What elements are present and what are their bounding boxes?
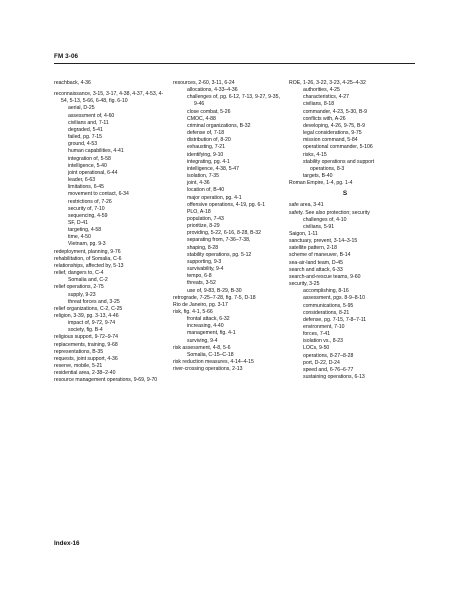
index-subentry: operations, 8-27–8-28 [303, 352, 354, 359]
index-subentry: Vietnam, pg. 9-3 [68, 241, 106, 248]
index-subentry: separating from, 7-36–7-38, [187, 237, 251, 244]
index-subentry: legal considerations, 9-75 [303, 130, 362, 137]
index-subentry: location of, B-40 [187, 187, 225, 194]
index-entry: risk assessment, 4-8, 5-6 [173, 344, 231, 351]
index-entry: relief organizations, C-2, C-25 [54, 305, 123, 312]
index-subentry: ground, 4-53 [68, 141, 98, 148]
index-entry: reserve, mobile, 5-21 [54, 363, 103, 370]
index-subentry: shaping, 8-28 [187, 244, 219, 251]
index-entry: Rio de Janeiro, pg. 3-17 [173, 301, 228, 308]
index-subentry: targeting, 4-58 [68, 227, 102, 234]
index-entry: representations, B-35 [54, 348, 104, 355]
index-entry: risk reduction measures, 4-14–4-15 [173, 359, 254, 366]
index-subentry: sustaining operations, 6-13 [303, 374, 365, 381]
index-subentry: aerial, D-25 [68, 105, 95, 112]
index-subentry: stability operations and support operations, 8-3 [303, 158, 375, 172]
index-subentry: impact of, 9-72, 9-74 [68, 320, 116, 327]
index-subentry: targets, B-40 [303, 173, 333, 180]
index-subentry: failed, pg. 7-15 [68, 134, 103, 141]
index-subentry: increasing, 4-40 [187, 323, 224, 330]
index-subentry: CMOC, 4-88 [187, 115, 216, 122]
index-subentry: characteristics, 4-27 [303, 94, 349, 101]
index-subentry: assessment, pgs. 8-9–8-10 [303, 295, 366, 302]
index-subentry: major operation, pg. 4-1 [187, 194, 242, 201]
index-subentry: joint, 4-36 [187, 180, 210, 187]
index-subentry: operational commander, 5-106 [303, 144, 373, 151]
index-subentry: distribution of, 8-20 [187, 137, 231, 144]
index-subentry: environment, 7-10 [303, 324, 345, 330]
index-subentry: commander, 4-23, 5-30, B-9 [303, 108, 368, 115]
index-subentry: use of, 9-83, B-29, B-30 [187, 287, 242, 294]
index-subentry: tempo, 6-8 [187, 273, 212, 280]
index-subentry: degraded, 5-41 [68, 126, 103, 133]
index-subentry: survivability, 9-4 [187, 266, 224, 273]
index-entry: resource management operations, 9-69, 9-70 [54, 377, 158, 384]
index-entry: safety. See also protection; security [289, 209, 370, 216]
index-subentry: defense of, 7-18 [187, 130, 225, 137]
index-subentry: mission command, 5-84 [303, 137, 358, 144]
index-subentry: allocations, 4-33–4-36 [187, 87, 238, 94]
index-subentry: leader, 6-63 [68, 177, 96, 184]
index-subentry: threats, 3-52 [187, 280, 216, 287]
index-column-2 [173, 80, 285, 373]
index-subentry: port, D-22, D-24 [303, 359, 340, 366]
index-subentry: integration of, 5-58 [68, 155, 111, 162]
index-entry: security, 3-25 [289, 281, 320, 288]
index-subentry: isolation, 7-35 [187, 173, 220, 180]
index-subentry: forces, 7-41 [303, 331, 331, 338]
index-subentry: sequencing, 4-59 [68, 212, 108, 219]
index-entry: ROE, 1-26, 3-22, 3-23, 4-25–4-32 [289, 80, 366, 86]
index-entry: safe area, 3-41 [289, 202, 324, 209]
index-entry: scheme of maneuver, B-14 [289, 252, 351, 259]
index-subentry: security of, 7-10 [68, 205, 105, 212]
index-subentry: frontal attack, 6-32 [187, 316, 230, 323]
index-subentry: supply, 9-23 [68, 291, 96, 298]
index-subentry: civilians, 5-91 [303, 223, 335, 230]
section-letter: S [342, 190, 348, 198]
index-subentry: challenges of, 4-10 [303, 216, 347, 223]
index-subentry: time, 4-50 [68, 234, 91, 241]
index-subentry: SF, D-41 [68, 219, 88, 226]
index-subentry: prioritize, 8-29 [187, 223, 220, 230]
index-entry: reconnaissance, 3-15, 3-17, 4-38, 4-37, 4-53, 4-54, 5-13, 5-66, 6-48, fig. 6-10 [54, 91, 164, 105]
index-subentry: considerations, 8-21 [303, 309, 350, 316]
index-entry: Saigon, 1-11 [289, 230, 318, 237]
index-entry: redeployment, planning, 9-76 [54, 248, 121, 255]
index-subentry: defense, pg. 7-15, 7-8–7-11 [303, 316, 367, 323]
index-entry: rehabilitation, of Somalia, C-6 [54, 255, 122, 262]
index-entry: satellite pattern, 2-18 [289, 245, 338, 252]
index-entry: relief operations, 2-75 [54, 284, 104, 291]
index-subentry: surviving, 9-4 [187, 337, 218, 344]
index-entry: sanctuary, prevent, 3-14–3-15 [289, 238, 358, 245]
index-column-3 [289, 80, 401, 381]
index-subentry: identifying, 9-10 [187, 151, 224, 158]
index-subentry: civilians and, 7-11 [68, 119, 109, 126]
index-entry: relief, dangers to, C-4 [54, 270, 104, 277]
index-subentry: PLO, A-18 [187, 208, 211, 215]
index-subentry: isolation vs., 8-23 [303, 338, 344, 345]
index-entry: reachback, 4-36 [54, 80, 91, 86]
index-subentry: challenges of, pg. 6-12, 7-13, 9-27, 9-35, 9-46 [187, 94, 280, 108]
index-entry: resources, 2-60, 3-11, 6-24 [173, 80, 235, 86]
index-subentry: speed and, 6-76–6-77 [303, 366, 354, 373]
index-subentry: threat forces and, 3-25 [68, 298, 120, 305]
index-entry: search and attack, 6-33 [289, 266, 343, 273]
index-subentry: providing, 5-22, 6-16, 8-28, B-32 [187, 230, 262, 237]
index-entry: replacements, training, 9-68 [54, 341, 118, 348]
index-subentry: intelligence, 4-38, 5-47 [187, 165, 240, 172]
index-subentry: civilians, 8-18 [303, 101, 335, 108]
index-subentry: joint operational, 6-44 [68, 169, 118, 176]
index-subentry: supporting, 9-3 [187, 258, 222, 265]
index-subentry: communications, 5-95 [303, 302, 354, 309]
index-subentry: Somalia, C-15–C-18 [187, 351, 234, 358]
index-subentry: movement to contact, 6-34 [68, 191, 129, 198]
index-subentry: LOCs, 9-50 [303, 345, 330, 352]
page-number: Index-16 [54, 540, 80, 547]
index-subentry: integrating, pg. 4-1 [187, 158, 230, 165]
index-entry: relationships, affected by, 5-13 [54, 262, 124, 269]
index-entry: Roman Empire, 1-4, pg. 1-4 [289, 180, 353, 187]
index-entry: requests, joint support, 4-36 [54, 355, 118, 362]
index-entry: retrograde, 7-25–7-28, fig. 7-5, D-18 [173, 294, 256, 301]
index-subentry: society, fig. B-4 [68, 327, 103, 334]
index-subentry: offensive operations, 4-19, pg. 6-1 [187, 201, 265, 208]
index-entry: religious support, 9-72–9-74 [54, 334, 119, 341]
index-entry: search-and-rescue teams, 9-60 [289, 273, 361, 280]
index-subentry: population, 7-43 [187, 215, 224, 222]
index-subentry: accomplishing, 8-16 [303, 288, 349, 295]
index-subentry: Somalia and, C-2 [68, 277, 108, 284]
index-column-1 [54, 80, 166, 385]
index-entry: risk, fig. 4-1, 5-66 [173, 309, 213, 315]
header-rule [54, 63, 415, 64]
index-subentry: human capabilities, 4-41 [68, 148, 124, 155]
index-entry: sea-air-land team, D-45 [289, 259, 343, 266]
index-subentry: conflicts with, A-26 [303, 115, 346, 122]
index-subentry: restrictions of, 7-26 [68, 198, 112, 205]
index-subentry: close combat, 5-26 [187, 108, 231, 115]
index-subentry: authorities, 4-25 [303, 87, 340, 94]
index-entry: religion, 3-39, pg. 3-13, 4-46 [54, 313, 119, 319]
index-entry: river-crossing operations, 2-13 [173, 366, 243, 373]
index-subentry: exhausting, 7-21 [187, 144, 226, 151]
index-entry: residential area, 2-38–2-40 [54, 370, 116, 377]
index-subentry: limitations, 6-45 [68, 184, 104, 191]
index-subentry: assessment of, 4-60 [68, 112, 115, 119]
index-subentry: management, fig. 4-1 [187, 330, 236, 337]
index-subentry: criminal organizations, B-32 [187, 122, 251, 129]
index-subentry: risks, 4-15 [303, 151, 327, 158]
index-subentry: developing, 4-26, 9-75, B-9 [303, 122, 366, 129]
index-subentry: intelligence, 5-40 [68, 162, 107, 169]
index-subentry: stability operations, pg. 5-12 [187, 251, 252, 258]
page-header: FM 3-06 [54, 53, 79, 60]
